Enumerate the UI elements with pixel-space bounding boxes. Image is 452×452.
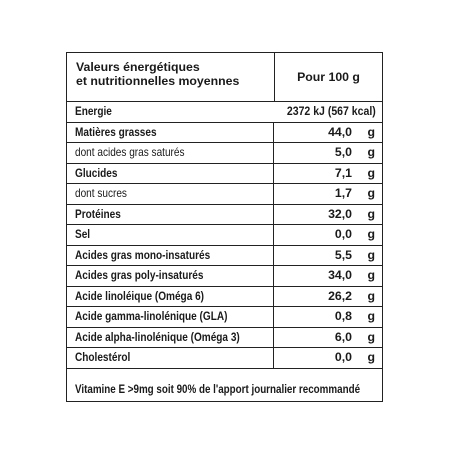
row-label: Acide alpha-linolénique (Oméga 3) (75, 330, 240, 344)
header-title-line1: Valeurs énergétiques (76, 60, 200, 74)
row-label: Protéines (75, 207, 121, 221)
row-unit: g (367, 227, 375, 241)
value-cell (273, 287, 382, 307)
row-value: 2372 kJ (567 kcal) (287, 105, 376, 118)
value-cell (273, 328, 382, 348)
row-label: Energie (75, 105, 112, 118)
row-amount: 32,0 (328, 206, 352, 221)
table-row (67, 184, 382, 205)
table-header (67, 53, 382, 102)
table-row (67, 348, 382, 369)
row-amount: 5,0 (334, 145, 352, 159)
row-unit: g (367, 206, 375, 221)
row-amount: 44,0 (328, 124, 352, 139)
table-row (67, 225, 382, 246)
nutrition-table (66, 52, 383, 402)
row-amount: 0,8 (334, 309, 352, 323)
row-label: Acide gamma-linolénique (GLA) (75, 310, 228, 323)
row-amount: 26,2 (328, 288, 352, 303)
row-label: Acides gras mono-insaturés (75, 248, 211, 262)
row-unit: g (367, 329, 375, 344)
table-row (67, 266, 382, 287)
row-label: Glucides (75, 166, 118, 180)
table-row (67, 287, 382, 308)
value-cell (273, 246, 382, 266)
value-cell (273, 143, 382, 163)
row-label: Matières grasses (75, 125, 157, 139)
table-row (67, 205, 382, 226)
value-cell (273, 123, 382, 143)
row-unit: g (367, 186, 375, 200)
footer-note: Vitamine E >9mg soit 90% de l'apport journalier recommandé (75, 383, 361, 396)
row-unit: g (367, 165, 375, 180)
value-cell (273, 266, 382, 286)
row-label: dont sucres (75, 187, 127, 200)
row-amount: 34,0 (328, 268, 352, 282)
row-unit: g (367, 350, 375, 364)
row-unit: g (367, 124, 375, 139)
value-cell (273, 184, 382, 204)
header-title (67, 53, 275, 101)
row-label: Acides gras poly-insaturés (75, 269, 204, 282)
row-amount: 0,0 (334, 227, 352, 241)
table-row (67, 123, 382, 144)
value-cell (273, 307, 382, 327)
row-amount: 5,5 (334, 247, 352, 262)
row-label: Acide linoléique (Oméga 6) (75, 289, 205, 303)
row-unit: g (367, 268, 375, 282)
value-cell (273, 164, 382, 184)
row-label: Sel (75, 228, 91, 241)
row-amount: 0,0 (334, 350, 352, 364)
row-label: Cholestérol (75, 351, 131, 364)
row-unit: g (367, 288, 375, 303)
row-amount: 1,7 (334, 186, 352, 200)
table-row (67, 164, 382, 185)
row-unit: g (367, 309, 375, 323)
value-cell (273, 225, 382, 245)
row-label: dont acides gras saturés (75, 146, 185, 159)
table-row (67, 307, 382, 328)
table-row (67, 143, 382, 164)
row-amount: 6,0 (334, 329, 352, 344)
row-amount: 7,1 (334, 165, 352, 180)
value-cell (273, 348, 382, 368)
table-row (67, 102, 382, 123)
table-row (67, 246, 382, 267)
table-row (67, 328, 382, 349)
table-footer (67, 379, 382, 401)
header-title-line2: et nutritionnelles moyennes (76, 74, 240, 88)
row-unit: g (367, 247, 375, 262)
row-unit: g (367, 145, 375, 159)
header-column-label: Pour 100 g (297, 70, 360, 84)
value-cell (273, 205, 382, 225)
